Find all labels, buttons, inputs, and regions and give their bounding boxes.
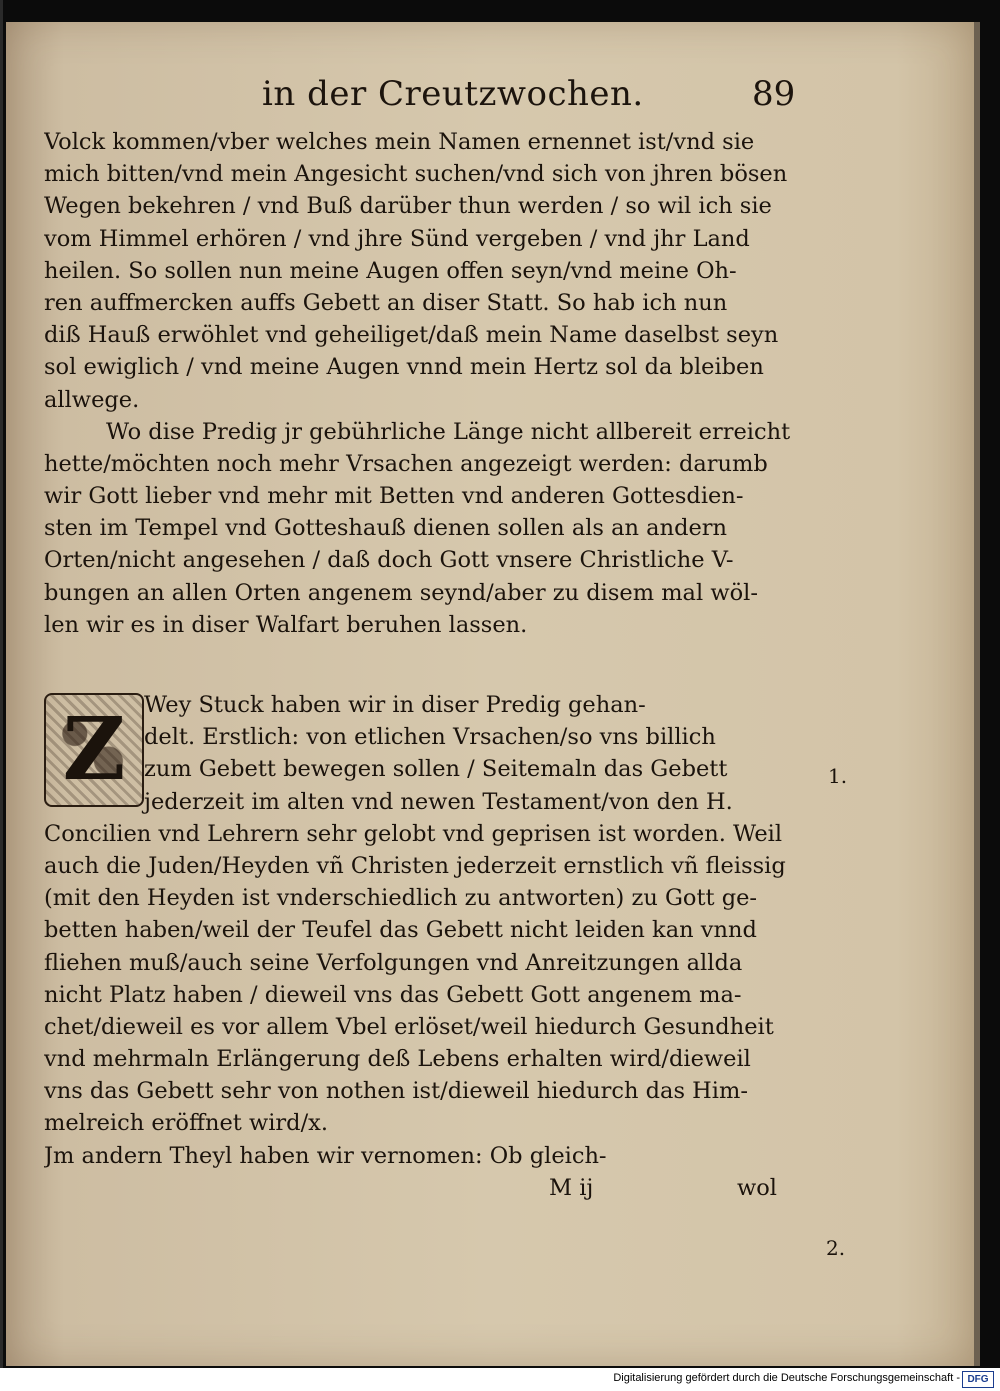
paragraph-1 bbox=[44, 126, 794, 416]
text-line: nicht Platz haben / dieweil vns das Gebett Gott angenem ma- bbox=[44, 981, 742, 1008]
text-line: Volck kommen/vber welches mein Namen ernennet ist/vnd sie bbox=[44, 129, 755, 155]
text-line: heilen. So sollen nun meine Augen offen seyn/vnd meine Oh- bbox=[44, 257, 737, 284]
text-line: (mit den Heyden ist vnderschiedlich zu antworten) zu Gott ge- bbox=[44, 885, 758, 912]
text-line: jederzeit im alten vnd newen Testament/von den H. bbox=[144, 788, 733, 815]
text-line: Concilien vnd Lehrern sehr gelobt vnd geprisen ist worden. Weil bbox=[44, 820, 783, 847]
text-line: Wegen bekehren / vnd Buß darüber thun werden / so wil ich sie bbox=[44, 193, 772, 220]
text-line: vnd mehrmaln Erlängerung deß Lebens erhalten wird/dieweil bbox=[44, 1046, 751, 1073]
signature-mark: M ij bbox=[549, 1174, 594, 1201]
text-line: hette/möchten noch mehr Vrsachen angezeigt werden: darumb bbox=[44, 450, 768, 477]
text-line: Wo dise Predig jr gebührliche Länge nicht allbereit erreicht bbox=[106, 418, 791, 445]
text-line: vns das Gebett sehr von nothen ist/dieweil hiedurch das Him- bbox=[44, 1078, 748, 1105]
text-line: zum Gebett bewegen sollen / Seitemaln das Gebett bbox=[144, 756, 728, 783]
text-line: wir Gott lieber vnd mehr mit Betten vnd anderen Gottesdien- bbox=[44, 483, 744, 510]
credit-strip bbox=[0, 1368, 1000, 1391]
decorated-initial: Z bbox=[44, 693, 144, 807]
text-line: auch die Juden/Heyden vñ Christen jederzeit ernstlich vñ fleissig bbox=[44, 852, 786, 879]
section-gap bbox=[44, 641, 794, 689]
text-line: Orten/nicht angesehen / daß doch Gott vnsere Christliche V- bbox=[44, 547, 734, 574]
running-title: in der Creutzwochen. bbox=[262, 74, 644, 114]
text-line: bungen an allen Orten angenem seynd/aber zu disem mal wöl- bbox=[44, 579, 758, 606]
paragraph-2 bbox=[44, 416, 794, 641]
text-line: betten haben/weil der Teufel das Gebett nicht leiden kan vnnd bbox=[44, 917, 757, 944]
page-header bbox=[0, 74, 1000, 124]
text-line: ren auffmercken auffs Gebett an diser Statt. So hab ich nun bbox=[44, 289, 728, 316]
text-line: vom Himmel erhören / vnd jhre Sünd vergeben / vnd jhr Land bbox=[44, 225, 750, 252]
text-line: mich bitten/vnd mein Angesicht suchen/vnd sich von jhren bösen bbox=[44, 161, 788, 188]
body-text bbox=[44, 126, 794, 1204]
text-line: allwege. bbox=[44, 386, 140, 413]
paragraph-4: Jm andern Theyl haben wir vernomen: Ob gleich- bbox=[44, 1142, 607, 1169]
text-line: diß Hauß erwöhlet vnd geheiliget/daß mein Name daselbst seyn bbox=[44, 322, 779, 349]
text-line: melreich eröffnet wird/x. bbox=[44, 1110, 328, 1137]
sidenote-1: 1. bbox=[828, 764, 848, 788]
sidenote-2: 2. bbox=[826, 1236, 846, 1260]
catchword: wol bbox=[737, 1174, 778, 1201]
credit-text: Digitalisierung gefördert durch die Deutsche Forschungsgemeinschaft - bbox=[613, 1372, 960, 1384]
paragraph-3 bbox=[44, 689, 794, 1140]
page-number: 89 bbox=[752, 74, 796, 114]
dfg-logo: DFG bbox=[962, 1371, 994, 1388]
text-line: len wir es in diser Walfart beruhen lassen. bbox=[44, 611, 528, 638]
text-line: delt. Erstlich: von etlichen Vrsachen/so vns billich bbox=[144, 724, 716, 751]
text-line: Wey Stuck haben wir in diser Predig gehan- bbox=[144, 692, 646, 718]
paragraph-3-wrapped bbox=[44, 689, 794, 818]
page-edge bbox=[974, 22, 980, 1366]
text-line: fliehen muß/auch seine Verfolgungen vnd Anreitzungen allda bbox=[44, 949, 743, 976]
footer-line bbox=[44, 1172, 794, 1204]
text-line: chet/dieweil es vor allem Vbel erlöset/weil hiedurch Gesundheit bbox=[44, 1013, 774, 1040]
text-line: sol ewiglich / vnd meine Augen vnnd mein Hertz sol da bleiben bbox=[44, 354, 764, 381]
scan-left-rule bbox=[0, 0, 3, 1391]
text-line: sten im Tempel vnd Gotteshauß dienen sollen als an andern bbox=[44, 515, 728, 542]
paragraph-3-rest bbox=[44, 818, 794, 1140]
